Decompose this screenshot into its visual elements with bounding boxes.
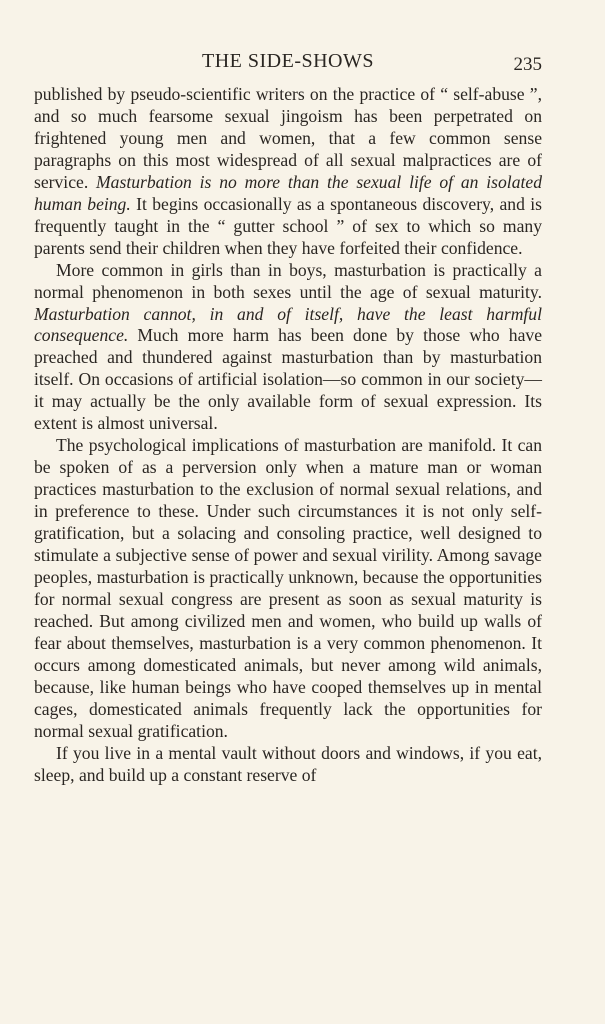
italic-run: Masturbation cannot, in and of itself, have the least harmful consequence.	[34, 303, 542, 346]
italic-run: Masturbation is no more than the sexual life of an isolated human being.	[34, 171, 542, 214]
text-run: It begins occasionally as a spontaneous discovery, and is frequently taught in the “ gutter school ” of sex to which so many parents send their children when they have forfeited their confidence.	[34, 193, 542, 258]
page-number: 235	[513, 54, 542, 75]
text-run: If you live in a mental vault without doors and windows, if you eat, sleep, and build up a constant reserve of	[34, 742, 542, 785]
paragraph	[34, 260, 542, 436]
text-run: Much more harm has been done by those who have preached and thundered against masturbation than by masturbation itself. On occasions of artificial isolation—so common in our society—it may actually be the only available form of sexual expression. Its extent is almost universal.	[34, 325, 542, 434]
text-run: More common in girls than in boys, masturbation is practically a normal phenomenon in both sexes until the age of sexual maturity.	[34, 259, 542, 302]
running-title: THE SIDE-SHOWS	[202, 50, 374, 72]
text-run: The psychological implications of masturbation are manifold. It can be spoken of as a perversion only when a mature man or woman practices masturbation to the exclusion of normal sexual relations, and in preference to these. Under such circumstances it is not only self-gratification, but a solacing and consoling practice, well designed to stimulate a subjective sense of power and sexual virility. Among savage peoples, masturbation is practically unknown, because the opportunities for normal sexual congress are present as soon as sexual maturity is reached. But among civilized men and women, who build up walls of fear about themselves, masturbation is a very common phenomenon. It occurs among domesticated animals, but never among wild animals, because, like human beings who have cooped themselves up in mental cages, domesticated animals frequently lack the opportunities for normal sexual gratification.	[34, 435, 542, 741]
paragraph	[34, 84, 542, 260]
text-run: published by pseudo-scientific writers on the practice of “ self-abuse ”, and so much fearsome sexual jingoism has been perpetrated on frightened young men and women, that a few common sense paragraphs on this most widespread of all sexual malpractices are of service.	[34, 84, 542, 192]
body-text	[34, 84, 542, 787]
book-page	[34, 50, 542, 787]
paragraph	[34, 743, 542, 787]
paragraph	[34, 435, 542, 742]
running-head	[34, 50, 542, 84]
